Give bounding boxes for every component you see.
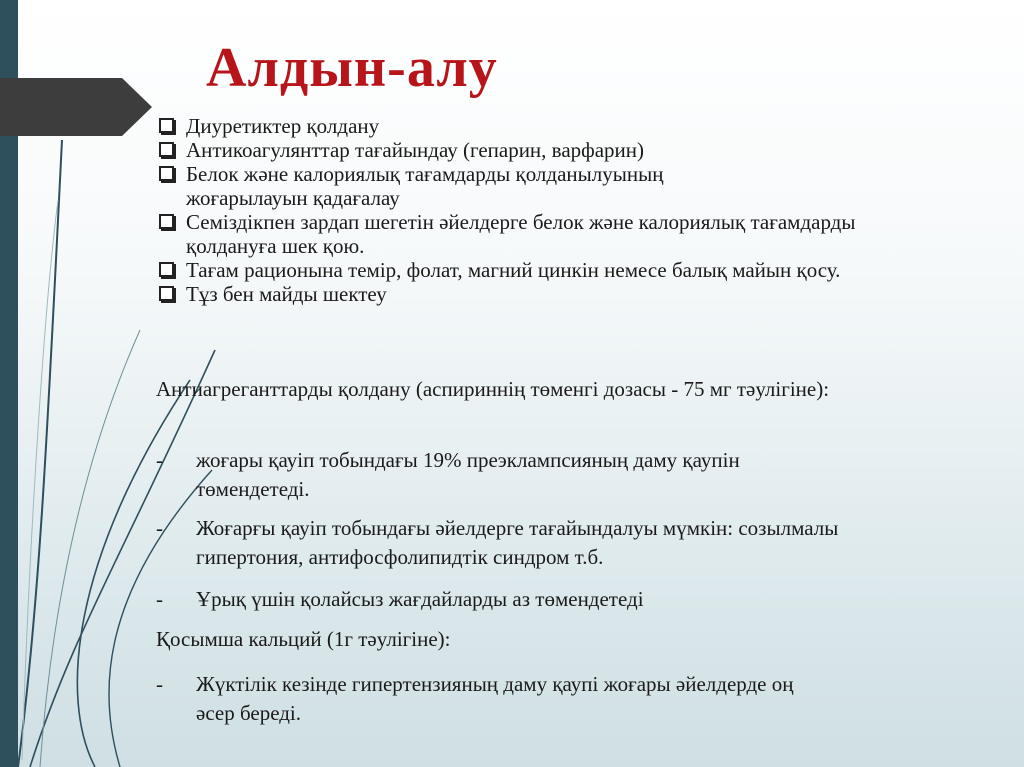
title-arrow-tab	[0, 78, 152, 136]
checkbox-icon	[159, 142, 174, 157]
dash-bullet: -	[156, 587, 163, 611]
list-item: Антикоагулянттар тағайындау (гепарин, варфарин)	[158, 138, 898, 162]
calcium-heading: Қосымша кальций (1г тәулігіне):	[156, 627, 451, 651]
dash-bullet: -	[156, 516, 163, 540]
checkbox-icon	[159, 214, 174, 229]
list-item: - жоғары қауіп тобындағы 19% преэклампсияның даму қаупін төмендетеді.	[156, 448, 740, 501]
list-item: Белок және калориялық тағамдарды қолданылуының жоғарылауын қадағалау	[158, 162, 776, 210]
checkbox-icon	[159, 286, 174, 301]
list-item: Тағам рационына темір, фолат, магний цинкін немесе балық майын қосу.	[158, 258, 886, 282]
list-item: - Жоғарғы қауіп тобындағы әйелдерге тағайындалуы мүмкін: созылмалы гипертония, антифосфолипидтік синдром т.б.	[156, 516, 839, 569]
checkbox-icon	[159, 262, 174, 277]
list-item: Семіздікпен зардап шегетін әйелдерге белок және калориялық тағамдарды қолдануға шек қою.	[158, 210, 906, 258]
checkbox-icon	[159, 166, 174, 181]
list-item: Диуретиктер қолдану	[158, 114, 898, 138]
list-item: Тұз бен майды шектеу	[158, 282, 898, 306]
list-item: - Жүктілік кезінде гипертензияның даму қаупі жоғары әйелдерде оң әсер береді.	[156, 672, 794, 725]
antiagregant-heading: Антиагреганттарды қолдану (аспириннің төменгі дозасы - 75 мг тәулігіне):	[156, 377, 830, 401]
dash-bullet: -	[156, 672, 163, 696]
dash-bullet: -	[156, 448, 163, 472]
prevention-checklist	[158, 114, 898, 306]
checkbox-icon	[159, 118, 174, 133]
page-title: Алдын-алу	[206, 37, 498, 99]
list-item: - Ұрық үшін қолайсыз жағдайларды аз төмендетеді	[156, 585, 876, 614]
